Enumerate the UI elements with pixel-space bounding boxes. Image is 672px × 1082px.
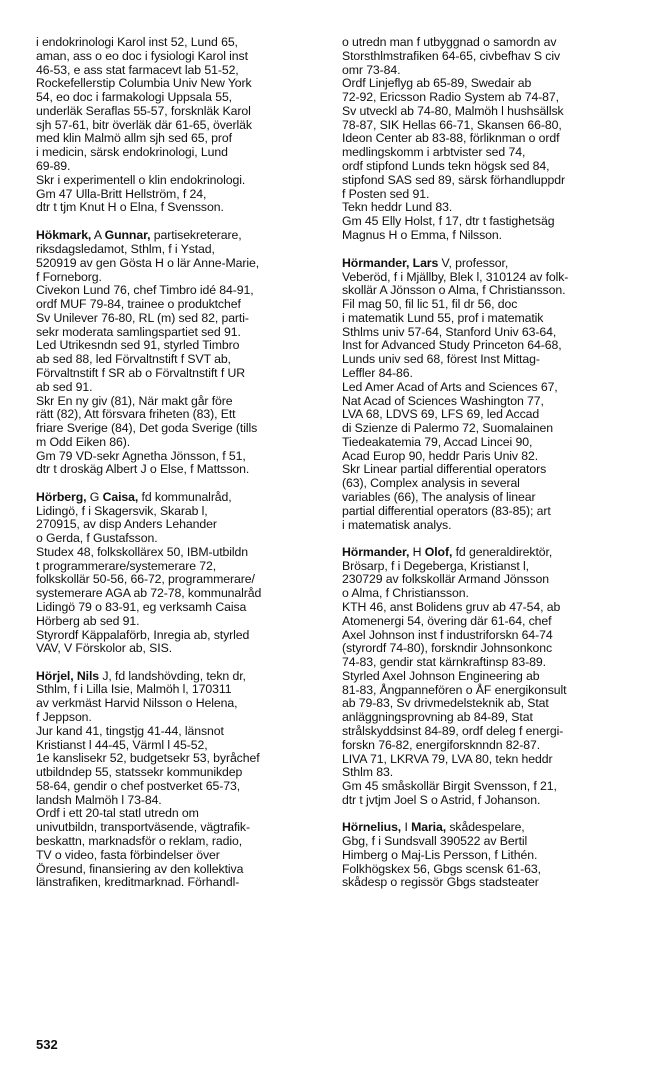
entry-text-line: Led Amer Acad of Arts and Sciences 67, [342,379,558,394]
entry-text-line: 520919 av gen Gösta H o lär Anne-Marie, [36,255,260,270]
entry-initials: A [91,228,105,243]
entry-text-line: ab 79-83, Sv drivmedelsteknik ab, Stat [342,696,549,711]
entry-text-line: LVA 68, LDVS 69, LFS 69, led Accad [342,407,540,422]
entry-heading-line [342,546,638,560]
entry-text-line: 81-83, Ångpannefören o ÅF energikonsult [342,682,567,697]
entry-text-line: Hörberg ab sed 91. [36,613,140,628]
entry-text-line: f Posten sed 91. [342,186,430,201]
entry-text-line: med klin Malmö allm sjh sed 65, prof [36,131,232,146]
entry-text-line: underläk Seraflas 55-57, forsknläk Karol [36,103,251,118]
entry-text-line: i matematik Lund 55, prof i matematik [342,310,544,325]
entry-text-line: friare Sverige (84), Det goda Sverige (tills [36,421,258,436]
entry-text-line: anläggningsprovning ab 84-89, Stat [342,710,533,725]
entry-text-line: av verkmäst Harvid Nilsson o Helena, [36,696,238,711]
entry-text-line: univutbildn, transportväsende, vägtrafik- [36,820,250,835]
entry-text-line: Leffler 84-86. [342,365,413,380]
entry-text-line: forskn 76-82, energiforsknndn 82-87. [342,737,541,752]
entry-title: fd kommunalråd, [138,489,232,504]
entry-text-line: Studex 48, folkskollärex 50, IBM-utbildn [36,544,248,559]
entry-text-line: o Alma, f Christiansson. [342,586,469,601]
entry-text-line: Förvaltnstift f SR ab o Förvaltnstift f UR [36,365,246,380]
entry-text-line: Veberöd, f i Mjällby, Blek l, 310124 av folk- [342,269,569,284]
entry-text-line: Skr En ny giv (81), När makt går före [36,393,233,408]
entry-text-line: t programmerare/systemerare 72, [36,558,217,573]
page-number: 532 [36,1037,58,1052]
entry-text-line: strålskyddsinst 84-89, ordf deleg f energi- [342,724,564,738]
biography-entry [342,257,638,533]
entry-text-line: 46-53, e ass stat farmacevt lab 51-52, [36,62,239,77]
right-column [342,36,638,904]
entry-text-line: Lidingö 79 o 83-91, eg verksamh Caisa [36,599,247,614]
entry-text-line: Jur kand 41, tingstjg 41-44, länsnot [36,723,224,738]
entry-text-line: Gm 45 Elly Holst, f 17, dtr t fastighetsäg [342,214,555,229]
entry-text-line: Gm 79 VD-sekr Agnetha Jönsson, f 51, [36,448,246,463]
entry-text-line: aman, ass o eo doc i fysiologi Karol inst [36,48,248,63]
entry-text-line: dtr t tjm Knut H o Elna, f Svensson. [36,200,224,215]
entry-given-name: Gunnar, [104,228,151,243]
entry-text-line: 69-89. [36,159,71,174]
entry-text-line: Civekon Lund 76, chef Timbro idé 84-91, [36,283,254,298]
entry-text-line: 74-83, gendir stat kärnkraftinsp 83-89. [342,655,546,670]
entry-text-line: Acad Europ 90, heddr Paris Univ 82. [342,448,539,463]
entry-surname: Hörnelius, [342,820,402,835]
entry-text-line: omr 73-84. [342,62,401,77]
entry-given-name: Maria, [411,820,447,835]
entry-text-line: 78-87, SIK Hellas 66-71, Skansen 66-80, [342,117,562,132]
entry-text-line: Lidingö, f i Skagersvik, Skarab l, [36,503,208,518]
entry-text-line: Ordf Linjeflyg ab 65-89, Swedair ab [342,76,532,91]
entry-text-line: Fil mag 50, fil lic 51, fil dr 56, doc [342,297,518,312]
entry-text-line: i endokrinologi Karol inst 52, Lund 65, [36,35,238,49]
entry-text-line: i medicin, särsk endokrinologi, Lund [36,145,228,160]
entry-text-line: f Jeppson. [36,709,92,724]
entry-text-line: skollär A Jönsson o Alma, f Christiansson. [342,283,566,298]
entry-text-line: folkskollär 50-56, 66-72, programmerare/ [36,572,255,587]
entry-text-line: KTH 46, anst Bolidens gruv ab 47-54, ab [342,599,561,614]
entry-text-line: Brösarp, f i Degeberga, Kristianst l, [342,558,529,573]
entry-heading-line [36,670,332,684]
entry-text-line: Rockefellerstip Columbia Univ New York [36,76,252,91]
entry-title: skådespelare, [446,820,525,835]
entry-text-line: länstrafiken, kreditmarknad. Förhandl- [36,875,240,890]
entry-text-line: Storsthlmstrafiken 64-65, civbefhav S civ [342,48,561,63]
entry-title: partisekreterare, [150,228,242,243]
entry-continuation [342,36,638,243]
entry-heading-line [36,229,332,243]
biography-entry [342,546,638,808]
entry-initials: I [401,820,412,835]
entry-surname: Hörmander, [342,544,410,559]
entry-text-line: Sthlm, f i Lilla Isie, Malmöh l, 170311 [36,682,232,697]
entry-text-line: Sthlm 83. [342,765,394,780]
entry-text-line: riksdagsledamot, Sthlm, f i Ystad, [36,241,215,256]
entry-text-line: VAV, V Förskolor ab, SIS. [36,641,173,656]
entry-text-line: Skr Linear partial differential operators [342,462,547,477]
biography-entry [342,821,638,890]
entry-text-line: Axel Johnson inst f industriforskn 64-74 [342,627,553,642]
entry-text-line: systemerare AGA ab 72-78, kommunalråd [36,586,262,601]
entry-text-line: Nat Acad of Sciences Washington 77, [342,393,544,408]
entry-given-name: Olof, [424,544,453,559]
entry-text-line: Sv Unilever 76-80, RL (m) sed 82, parti- [36,310,249,325]
entry-text-line: beskattn, marknadsför o reklam, radio, [36,833,243,848]
entry-heading-line [36,491,332,505]
entry-text-line: Sv utveckl ab 74-80, Malmöh l hushsällsk [342,103,564,118]
entry-text-line: utbildndep 55, statssekr kommunikdep [36,765,243,780]
entry-text-line: o Gerda, f Gustafsson. [36,531,158,546]
entry-initials: V, [438,255,456,270]
entry-continuation [36,36,332,215]
entry-text-line: LIVA 71, LKRVA 79, LVA 80, tekn heddr [342,751,553,766]
entry-text-line: TV o video, fasta förbindelser över [36,847,220,862]
entry-text-line: rätt (82), Att försvara friheten (83), Ett [36,407,236,422]
entry-title: fd generaldirektör, [452,544,553,559]
entry-given-name: Caisa, [102,489,139,504]
entry-text-line: Magnus H o Emma, f Nilsson. [342,227,502,242]
entry-text-line: Skr i experimentell o klin endokrinologi. [36,172,246,187]
entry-text-line: Gbg, f i Sundsvall 390522 av Bertil [342,833,528,848]
biography-entry [36,670,332,891]
entry-text-line: Himberg o Maj-Lis Persson, f Lithén. [342,847,538,862]
entry-surname: Hökmark, [36,228,92,243]
entry-text-line: ab sed 91. [36,379,93,394]
entry-text-line: Gm 45 småskollär Birgit Svensson, f 21, [342,779,557,794]
entry-text-line: Led Utrikesndn sed 91, styrled Timbro [36,338,240,353]
entry-text-line: i matematisk analys. [342,517,452,532]
entry-text-line: 58-64, gendir o chef postverket 65-73, [36,778,241,793]
entry-surname: Hörjel, Nils [36,668,100,683]
entry-title: professor, [455,255,509,270]
entry-text-line: Gm 47 Ulla-Britt Hellström, f 24, [36,186,207,201]
left-column [36,36,332,904]
entry-text-line: (63), Complex analysis in several [342,476,520,491]
entry-text-line: Styrordf Käppalaförb, Inregia ab, styrled [36,627,250,642]
entry-text-line: Tiedeakatemia 79, Accad Lincei 90, [342,434,533,449]
entry-text-line: Tekn heddr Lund 83. [342,200,453,215]
entry-text-line: 1e kanslisekr 52, budgetsekr 53, byråchef [36,751,260,766]
entry-text-line: medlingskomm i arbtvister sed 74, [342,145,526,160]
biography-entry [36,491,332,656]
entry-surname: Hörmander, Lars [342,255,439,270]
entry-text-line: ordf MUF 79-84, trainee o produktchef [36,297,241,312]
entry-title: fd landshövding, tekn dr, [115,668,246,683]
entry-text-line: sjh 57-61, bitr överläk där 61-65, överläk [36,117,252,132]
entry-text-line: Inst for Advanced Study Princeton 64-68, [342,338,562,353]
entry-text-line: 230729 av folkskollär Armand Jönsson [342,572,549,587]
entry-text-line: Sthlms univ 57-64, Stanford Univ 63-64, [342,324,557,339]
entry-text-line: 54, eo doc i farmakologi Uppsala 55, [36,90,233,105]
entry-initials: H [409,544,425,559]
entry-text-line: Atomenergi 54, övering där 61-64, chef [342,613,552,628]
entry-text-line: Folkhögskex 56, Gbgs scensk 61-63, [342,861,541,876]
entry-text-line: 72-92, Ericsson Radio System ab 74-87, [342,90,559,105]
entry-heading-line [342,257,638,271]
entry-text-line: dtr t droskäg Albert J o Else, f Mattsson. [36,462,250,477]
entry-text-line: Ordf i ett 20-tal statl utredn om [36,806,199,821]
entry-text-line: f Forneborg. [36,269,102,284]
entry-text-line: Kristianst l 44-45, Värml l 45-52, [36,737,208,752]
entry-text-line: Styrled Axel Johnson Engineering ab [342,668,540,683]
entry-heading-line [342,821,638,835]
entry-text-line: 270915, av disp Anders Lehander [36,517,217,532]
entry-text-line: Öresund, finansiering av den kollektiva [36,861,244,876]
entry-text-line: landsh Malmöh l 73-84. [36,792,162,807]
entry-initials: G [86,489,103,504]
entry-text-line: Ideon Center ab 83-88, förliknman o ordf [342,131,560,146]
entry-text-line: di Szienze di Palermo 72, Suomalainen [342,421,553,436]
entry-initials: J, [99,668,116,683]
entry-text-line: o utredn man f utbyggnad o samordn av [342,35,557,49]
entry-text-line: skådesp o regissör Gbgs stadsteater [342,875,539,890]
entry-text-line: stipfond SAS sed 89, särsk förhandluppdr [342,172,565,187]
entry-text-line: ab sed 88, led Förvaltnstift f SVT ab, [36,352,231,367]
entry-text-line: partial differential operators (83-85); art [342,503,551,518]
entry-text-line: m Odd Eiken 86). [36,434,131,449]
entry-text-line: variables (66), The analysis of linear [342,490,536,504]
entry-text-line: sekr moderata samlingspartiet sed 91. [36,324,241,339]
entry-text-line: Lunds univ sed 68, förest Inst Mittag- [342,352,540,367]
entry-text-line: (styrordf 74-80), forskndir Johnsonkonc [342,641,553,656]
entry-surname: Hörberg, [36,489,87,504]
biography-entry [36,229,332,477]
entry-text-line: ordf stipfond Lunds tekn högsk sed 84, [342,159,550,174]
entry-text-line: dtr t jvtjm Joel S o Astrid, f Johanson. [342,792,541,807]
